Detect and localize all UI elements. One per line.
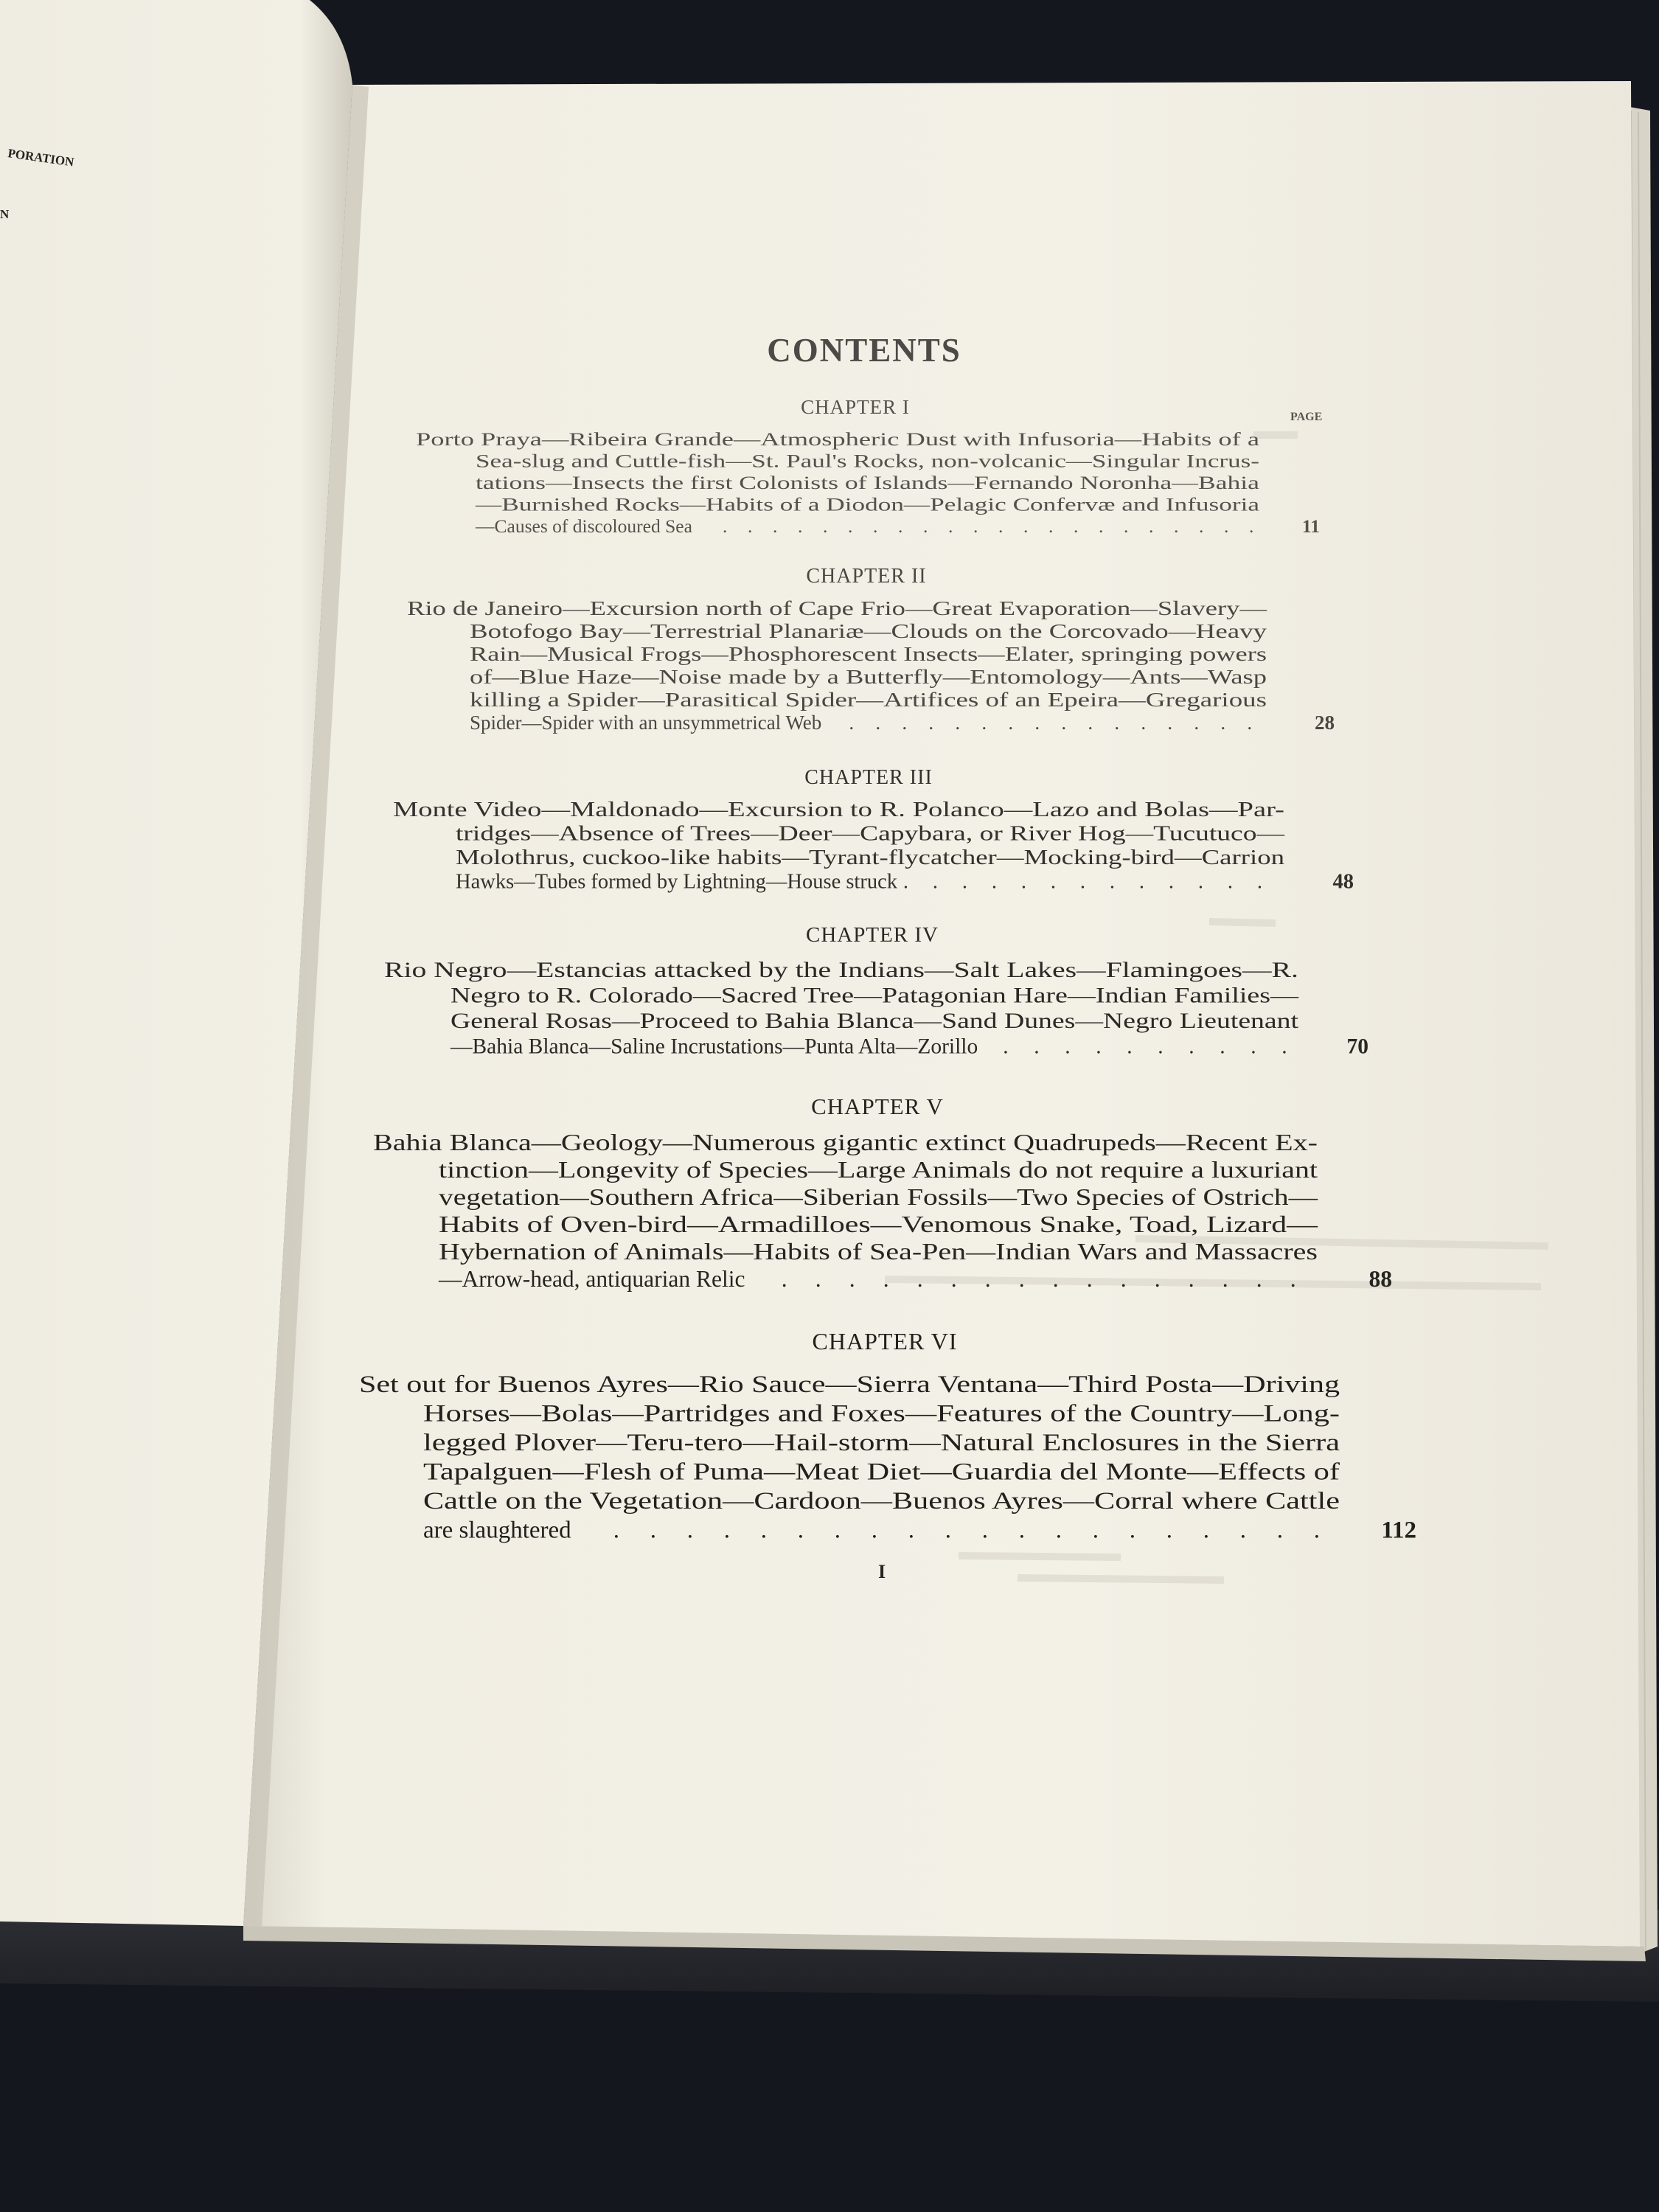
leader-dot: .	[1223, 515, 1229, 537]
chapter-heading: CHAPTER III	[804, 766, 933, 789]
leader-dot: .	[834, 1517, 841, 1544]
chapter-summary-line: Negro to R. Colorado—Sacred Tree—Patagonian Hare—Indian Families—	[451, 984, 1299, 1008]
leader-dot: .	[1247, 712, 1253, 734]
chapter-summary-line: Hybernation of Animals—Habits of Sea-Pen—Indian Wars and Massacres	[439, 1239, 1318, 1265]
leader-dot: .	[984, 1266, 991, 1292]
leader-dot: .	[1120, 1266, 1127, 1292]
leader-dot: .	[1098, 515, 1104, 537]
leader-dot: .	[1148, 515, 1154, 537]
chapter-summary-line: Rain—Musical Frogs—Phosphorescent Insects—Elater, springing powers	[470, 643, 1267, 665]
leader-dot: .	[1123, 515, 1129, 537]
leader-dot: .	[723, 1517, 730, 1544]
leader-dot: .	[1173, 515, 1179, 537]
page-title: CONTENTS	[767, 332, 961, 369]
chapter-summary-line: Cattle on the Vegetation—Cardoon—Buenos Ayres—Corral where Cattle	[423, 1488, 1340, 1514]
page-number: 88	[1368, 1266, 1392, 1292]
leader-dot: .	[747, 515, 753, 537]
chapter-heading: CHAPTER I	[801, 396, 910, 418]
chapter-heading: CHAPTER II	[806, 565, 927, 588]
chapter-summary-line: Sea-slug and Cuttle-fish—St. Paul's Rocks, non-volcanic—Singular Incrus-	[476, 450, 1259, 472]
leader-dot: .	[1065, 1034, 1071, 1059]
leader-dot: .	[1114, 712, 1120, 734]
leader-dot: .	[613, 1517, 619, 1544]
leader-dot: .	[1008, 712, 1014, 734]
chapter-summary-line: of—Blue Haze—Noise made by a Butterfly—Entomology—Ants—Wasp	[470, 666, 1267, 688]
chapter-summary-line: killing a Spider—Parasitical Spider—Artifices of an Epeira—Gregarious	[470, 689, 1267, 711]
leader-dot: .	[1048, 515, 1054, 537]
leader-dot: .	[847, 515, 853, 537]
leader-dot: .	[973, 515, 978, 537]
chapter-summary-line: are slaughtered	[423, 1517, 571, 1544]
leader-dot: .	[1129, 1517, 1135, 1544]
leader-dot: .	[1220, 712, 1226, 734]
leader-dot: .	[1168, 870, 1174, 894]
leader-dot: .	[797, 1517, 804, 1544]
leader-dot: .	[1052, 1266, 1059, 1292]
leader-dot: .	[1018, 1517, 1025, 1544]
leader-dot: .	[815, 1266, 821, 1292]
leader-dot: .	[1018, 1266, 1025, 1292]
leader-dot: .	[1127, 1034, 1133, 1059]
chapter-summary-line: Rio de Janeiro—Excursion north of Cape Frio—Great Evaporation—Slavery—	[407, 597, 1268, 619]
leader-dot: .	[1251, 1034, 1256, 1059]
page-number: 70	[1346, 1034, 1368, 1059]
chapter-summary-line: Spider—Spider with an unsymmetrical Web	[470, 712, 822, 734]
leader-dot: .	[1154, 1266, 1161, 1292]
leader-dot: .	[897, 515, 903, 537]
page-number: 48	[1332, 870, 1354, 894]
folio: I	[877, 1561, 886, 1582]
leader-dot: .	[932, 870, 938, 894]
leader-dot: .	[1034, 1034, 1040, 1059]
left-page-fragment: PORATION	[7, 146, 75, 170]
leader-dot: .	[1020, 870, 1026, 894]
leader-dot: .	[1109, 870, 1115, 894]
leader-dot: .	[849, 712, 855, 734]
page-number: 11	[1301, 515, 1320, 537]
leader-dot: .	[1088, 712, 1093, 734]
leader-dot: .	[1256, 1266, 1262, 1292]
leader-dot: .	[928, 712, 934, 734]
leader-dot: .	[947, 515, 953, 537]
leader-dot: .	[908, 1517, 914, 1544]
chapter-summary-line: tations—Insects the first Colonists of Islands—Fernando Noronha—Bahia	[476, 472, 1259, 493]
leader-dot: .	[686, 1517, 693, 1544]
leader-dot: .	[902, 870, 908, 894]
leader-dot: .	[1248, 515, 1254, 537]
leader-dot: .	[1166, 1517, 1172, 1544]
leader-dot: .	[1290, 1266, 1296, 1292]
leader-dot: .	[1034, 712, 1040, 734]
page-column-label: PAGE	[1290, 411, 1323, 423]
leader-dot: .	[1055, 1517, 1062, 1544]
left-page-fragment: N	[0, 207, 10, 221]
leader-dot: .	[950, 1266, 957, 1292]
leader-dot: .	[875, 712, 881, 734]
leader-dot: .	[1227, 870, 1233, 894]
chapter-summary-line: General Rosas—Proceed to Bahia Blanca—Sand Dunes—Negro Lieutenant	[451, 1009, 1300, 1033]
leader-dot: .	[955, 712, 961, 734]
leader-dot: .	[883, 1266, 889, 1292]
leader-dot: .	[822, 515, 828, 537]
chapter-summary-line: Botofogo Bay—Terrestrial Planariæ—Clouds on the Corcovado—Heavy	[470, 620, 1267, 642]
leader-dot: .	[981, 1517, 988, 1544]
leader-dot: .	[961, 870, 967, 894]
leader-dot: .	[1061, 712, 1067, 734]
chapter-summary-line: Tapalguen—Flesh of Puma—Meat Diet—Guardia del Monte—Effects of	[423, 1458, 1340, 1486]
leader-dot: .	[1073, 515, 1079, 537]
leader-dot: .	[1256, 870, 1262, 894]
leader-dot: .	[1050, 870, 1056, 894]
right-page	[243, 81, 1640, 1947]
chapter-summary-line: —Causes of discoloured Sea	[476, 515, 692, 537]
chapter-summary-line: vegetation—Southern Africa—Siberian Fossils—Two Species of Ostrich—	[439, 1184, 1318, 1210]
chapter-summary-line: tridges—Absence of Trees—Deer—Capybara, or River Hog—Tucutuco—	[456, 822, 1285, 846]
leader-dot: .	[1138, 870, 1144, 894]
leader-dot: .	[1096, 1034, 1102, 1059]
chapter-heading: CHAPTER VI	[812, 1328, 958, 1354]
leader-dot: .	[1188, 1266, 1194, 1292]
chapter-heading: CHAPTER V	[811, 1093, 944, 1119]
leader-dot: .	[922, 515, 928, 537]
chapter-heading: CHAPTER IV	[806, 923, 939, 947]
leader-dot: .	[871, 1517, 877, 1544]
leader-dot: .	[1086, 1266, 1093, 1292]
leader-dot: .	[1141, 712, 1147, 734]
chapter-summary-line: Rio Negro—Estancias attacked by the Indians—Salt Lakes—Flamingoes—R.	[384, 959, 1298, 982]
leader-dot: .	[1023, 515, 1029, 537]
leader-dot: .	[981, 712, 987, 734]
leader-dot: .	[1313, 1517, 1320, 1544]
chapter-summary-line: Horses—Bolas—Partridges and Foxes—Features of the Country—Long-	[423, 1400, 1340, 1427]
leader-dot: .	[1197, 870, 1203, 894]
leader-dot: .	[998, 515, 1004, 537]
leader-dot: .	[872, 515, 878, 537]
chapter-summary-line: Habits of Oven-bird—Armadilloes—Venomous Snake, Toad, Lizard—	[439, 1211, 1318, 1237]
leader-dot: .	[1003, 1034, 1009, 1059]
chapter-summary-line: Set out for Buenos Ayres—Rio Sauce—Sierra Ventana—Third Posta—Driving	[359, 1371, 1340, 1398]
leader-dot: .	[797, 515, 803, 537]
chapter-summary-line: Molothrus, cuckoo-like habits—Tyrant-flycatcher—Mocking-bird—Carrion	[456, 846, 1284, 869]
leader-dot: .	[1194, 712, 1200, 734]
leader-dot: .	[1079, 870, 1085, 894]
leader-dot: .	[1222, 1266, 1228, 1292]
leader-dot: .	[760, 1517, 767, 1544]
leader-dot: .	[849, 1266, 855, 1292]
leader-dot: .	[902, 712, 908, 734]
leader-dot: .	[1203, 1517, 1209, 1544]
leader-dot: .	[722, 515, 728, 537]
chapter-summary-line: —Bahia Blanca—Saline Incrustations—Punta Alta—Zorillo	[451, 1034, 978, 1059]
chapter-summary-line: Bahia Blanca—Geology—Numerous gigantic extinct Quadrupeds—Recent Ex-	[373, 1130, 1318, 1155]
chapter-summary-line: Porto Praya—Ribeira Grande—Atmospheric Dust with Infusoria—Habits of a	[416, 428, 1259, 450]
page-number: 28	[1315, 712, 1335, 734]
leader-dot: .	[1198, 515, 1204, 537]
leader-dot: .	[1281, 1034, 1287, 1059]
leader-dot: .	[1189, 1034, 1194, 1059]
chapter-summary-line: —Burnished Rocks—Habits of a Diodon—Pelagic Confervæ and Infusoria	[474, 493, 1260, 515]
leader-dot: .	[917, 1266, 923, 1292]
chapter-summary-line: legged Plover—Teru-tero—Hail-storm—Natural Enclosures in the Sierra	[423, 1430, 1340, 1456]
leader-dot: .	[1167, 712, 1173, 734]
leader-dot: .	[1276, 1517, 1283, 1544]
leader-dot: .	[1158, 1034, 1164, 1059]
leader-dot: .	[1239, 1517, 1246, 1544]
leader-dot: .	[1220, 1034, 1225, 1059]
leader-dot: .	[991, 870, 997, 894]
chapter-summary-line: Hawks—Tubes formed by Lightning—House struck	[456, 870, 897, 894]
leader-dot: .	[1092, 1517, 1099, 1544]
leader-dot: .	[945, 1517, 951, 1544]
chapter-summary-line: tinction—Longevity of Species—Large Animals do not require a luxuriant	[439, 1157, 1318, 1183]
page-number: 112	[1381, 1517, 1416, 1544]
leader-dot: .	[772, 515, 778, 537]
leader-dot: .	[650, 1517, 656, 1544]
leader-dot: .	[781, 1266, 787, 1292]
chapter-summary-line: —Arrow-head, antiquarian Relic	[439, 1266, 745, 1292]
chapter-summary-line: Monte Video—Maldonado—Excursion to R. Polanco—Lazo and Bolas—Par-	[393, 799, 1284, 821]
